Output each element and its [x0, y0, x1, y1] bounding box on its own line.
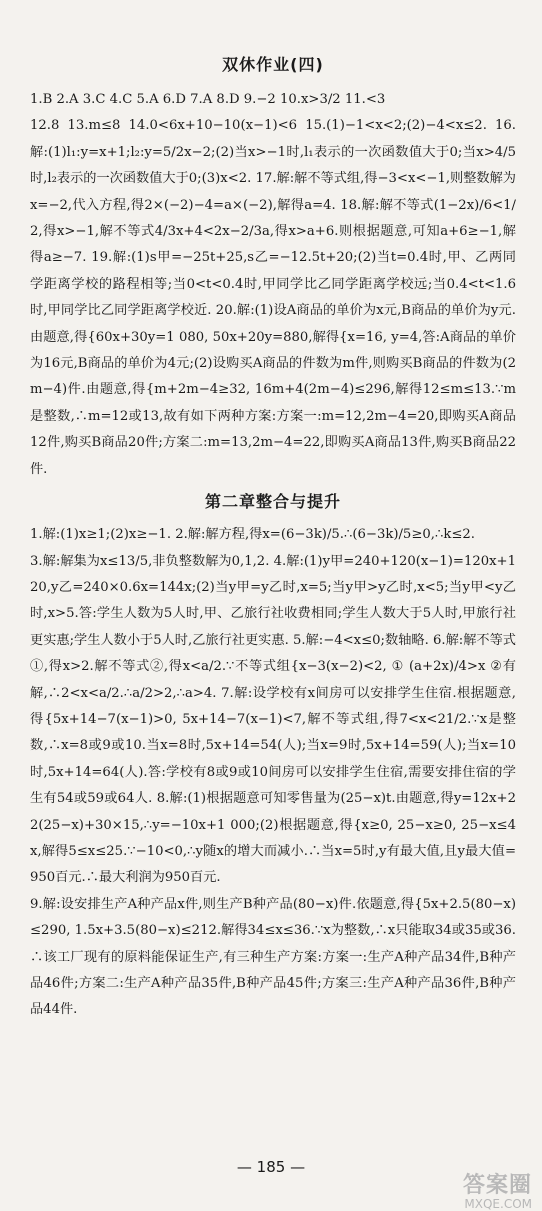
page-number: — 185 —	[236, 1158, 306, 1176]
watermark-logo	[463, 1168, 532, 1211]
watermark-url: MXQE.COM	[464, 1197, 532, 1211]
answer-paragraph: 3.解:解集为x≤13/5,非负整数解为0,1,2. 4.解:(1)y甲=240+120(x−1)=120x+120,y乙=240×0.6x=144x;(2)当y甲=y乙时,x=5;当y甲>y乙时,x<5;当y甲<y乙时,x>5.答:学生人数为5人时,甲、乙旅行社收费相同;学生人数大于5人时,甲旅行社更实惠;学生人数小于5人时,乙旅行社更实惠. 5.解:−4<x≤0;数轴略. 6.解:解不等式①,得x>2.解不等式②,得x<a/2.∵不等式组{x−3(x−2)<2, ① (a+2x)/4>x ②有解,∴2<x<a/2.∴a/2>2,∴a>4. 7.解:设学校有x间房可以安排学生住宿.根据题意,得{5x+14−7(x−1)>0, 5x+14−7(x−1)<7,解不等式组,得7<x<21/2.∵x是整数,∴x=8或9或10.当x=8时,5x+14=54(人);当x=9时,5x+14=59(人);当x=10时,5x+14=64(人).答:学校有8或9或10间房可以安排学生住宿,需要安排住宿的学生有54或59或64人. 8.解:(1)根据题意可知零售量为(25−x)t.由题意,得y=12x+22(25−x)+30×15,∴y=−10x+1 000;(2)根据题意,得{x≥0, 25−x≥0, 25−x≤4x,解得5≤x≤25.∵−10<0,∴y随x的增大而减小.∴当x=5时,y有最大值,且y最大值=950百元.∴最大利润为950百元.	[30, 553, 516, 886]
answer-paragraph: 9.解:设安排生产A种产品x件,则生产B种产品(80−x)件.依题意,得{5x+2.5(80−x)≤290, 1.5x+3.5(80−x)≤212.解得34≤x≤36.∵x为整数,∴x只能取34或35或36.∴该工厂现有的原料能保证生产,有三种生产方案:方案一:生产A种产品34件,B种产品46件;方案二:生产A种产品35件,B种产品45件;方案三:生产A种产品36件,B种产品44件.	[30, 896, 516, 1018]
answer-paragraph: 1.B 2.A 3.C 4.C 5.A 6.D 7.A 8.D 9.−2 10.x>3/2 11.<3	[30, 92, 386, 107]
page-number-value: 185	[256, 1158, 286, 1176]
watermark-text: 答案圈	[462, 1173, 532, 1198]
answer-paragraph: 1.解:(1)x≥1;(2)x≥−1. 2.解:解方程,得x=(6−3k)/5.∴(6−3k)/5≥0,∴k≤2.	[30, 527, 475, 543]
answer-paragraph: 12.8 13.m≤8 14.0<6x+10−10(x−1)<6 15.(1)−1<x<2;(2)−4<x≤2. 16.解:(1)l₁:y=x+1;l₂:y=5/2x−2;(2)当x>−1时,l₁表示的一次函数值大于0;当x>4/5时,l₂表示的一次函数值大于0;(3)x<2. 17.解:解不等式组,得−3<x<−1,则整数解为x=−2,代入方程,得2×(−2)−4=a×(−2),解得a=4. 18.解:解不等式(1−2x)/6<1/2,得x>−1,解不等式4/3x+4<2x−2/3a,得x>a+6.则根据题意,可知a+6≥−1,解得a≥−7. 19.解:(1)s甲=−25t+25,s乙=−12.5t+20;(2)当t=0.4时,甲、乙两同学距离学校的路程相等;当0<t<0.4时,甲同学比乙同学距离学校远;当0.4<t<1.6时,甲同学比乙同学距离学校近. 20.解:(1)设A商品的单价为x元,B商品的单价为y元.由题意,得{60x+30y=1 080, 50x+20y=880,解得{x=16, y=4,答:A商品的单价为16元,B商品的单价为4元;(2)设购买A商品的件数为m件,则购买B商品的件数为(2m−4)件.由题意,得{m+2m−4≥32, 16m+4(2m−4)≤296,解得12≤m≤13.∵m是整数,∴m=12或13,故有如下两种方案:方案一:m=12,2m−4=20,即购买A商品12件,购买B商品20件;方案二:m=13,2m−4=22,即购买A商品13件,购买B商品22件.	[30, 118, 516, 477]
section-title-chapter-review: 第二章整合与提升	[204, 492, 341, 512]
section-title-weekend-homework: 双休作业(四)	[222, 55, 324, 74]
